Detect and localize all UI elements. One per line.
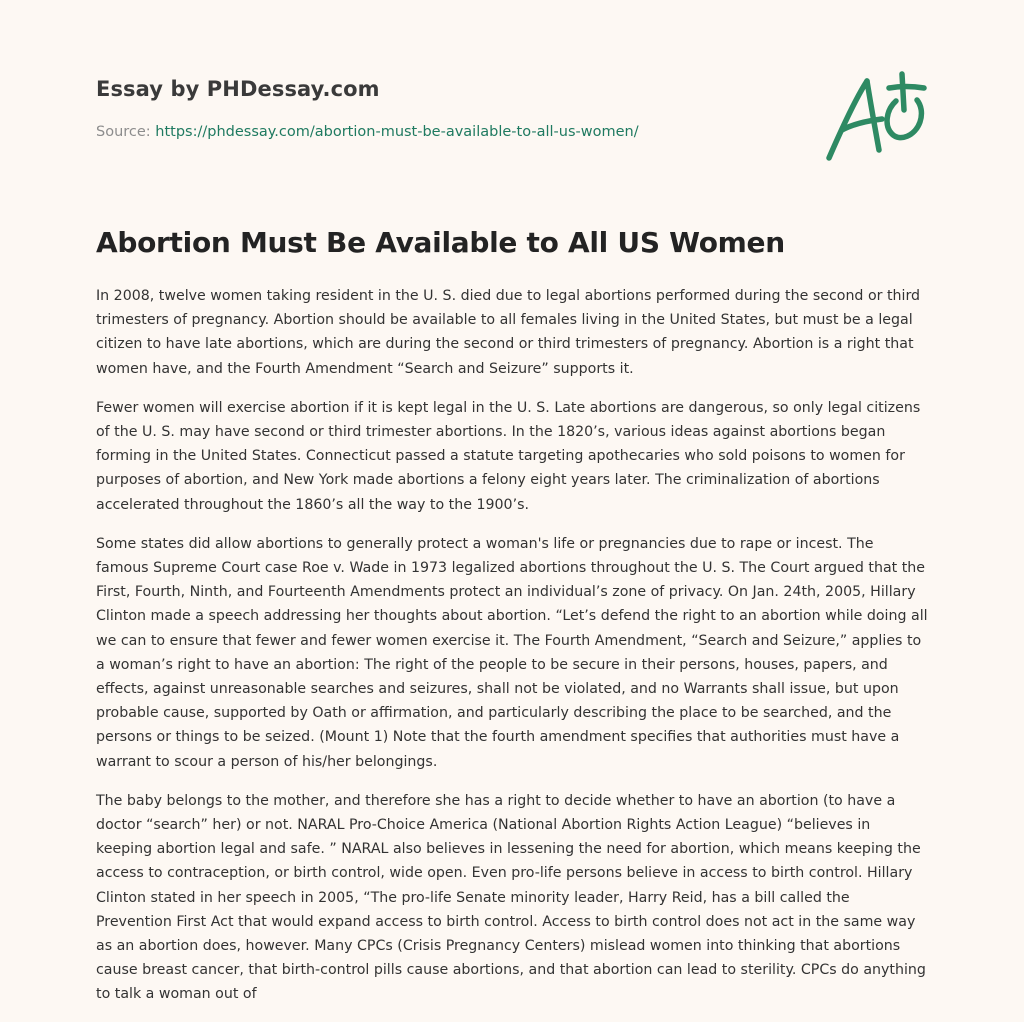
essay-paragraph: In 2008, twelve women taking resident in the U. S. died due to legal abortions performed during the second or third trimesters of pregnancy. Abortion should be available to all females living in the United States, but must be a legal citizen to have late abortions, which are during the second or third trimesters of pregnancy. Abortion is a right that women have, and the Fourth Amendment “Search and Seizure” supports it. <box>96 288 921 377</box>
a-plus-logo-icon <box>820 68 930 168</box>
essay-title: Abortion Must Be Available to All US Women <box>96 226 785 259</box>
essay-paragraph: Some states did allow abortions to generally protect a woman's life or pregnancies due to rape or incest. The famous Supreme Court case Roe v. Wade in 1973 legalized abortions throughout the U. S. The Court argued that the First, Fourth, Ninth, and Fourteenth Amendments protect an individual’s zone of privacy. On Jan. 24th, 2005, Hillary Clinton made a speech addressing her thoughts about abortion. “Let’s defend the right to an abortion while doing all we can to ensure that fewer and fewer women exercise it. The Fourth Amendment, “Search and Seizure,” applies to a woman’s right to have an abortion: The right of the people to be secure in their persons, houses, papers, and effects, against unreasonable searches and seizures, shall not be violated, and no Warrants shall issue, but upon probable cause, supported by Oath or affirmation, and particularly describing the place to be searched, and the persons or things to be seized. (Mount 1) Note that the fourth amendment specifies that authorities must have a warrant to scour a person of his/her belongings. <box>96 535 928 770</box>
essay-body <box>96 284 928 1022</box>
source-line <box>96 124 639 140</box>
site-brand: Essay by PHDessay.com <box>96 77 380 101</box>
essay-paragraph: The baby belongs to the mother, and therefore she has a right to decide whether to have an abortion (to have a doctor “search” her) or not. NARAL Pro-Choice America (National Abortion Rights Action League) “believes in keeping abortion legal and safe. ” NARAL also believes in lessening the need for abortion, which means keeping the access to contraception, or birth control, wide open. Even pro-life persons believe in access to birth control. Hillary Clinton stated in her speech in 2005, “The pro-life Senate minority leader, Harry Reid, has a bill called the Prevention First Act that would expand access to birth control. Access to birth control does not act in the same way as an abortion does, however. Many CPCs (Crisis Pregnancy Centers) mislead women into thinking that abortions cause breast cancer, that birth-control pills cause abortions, and that abortion can lead to sterility. CPCs do anything to talk a woman out of <box>96 792 926 1003</box>
source-link[interactable]: https://phdessay.com/abortion-must-be-available-to-all-us-women/ <box>155 124 639 140</box>
essay-paragraph: Fewer women will exercise abortion if it is kept legal in the U. S. Late abortions are dangerous, so only legal citizens of the U. S. may have second or third trimester abortions. In the 1820’s, various ideas against abortions began forming in the United States. Connecticut passed a statute targeting apothecaries who sold poisons to women for purposes of abortion, and New York made abortions a felony eight years later. The criminalization of abortions accelerated throughout the 1860’s all the way to the 1900’s. <box>96 399 921 513</box>
source-label: Source: <box>96 124 151 140</box>
